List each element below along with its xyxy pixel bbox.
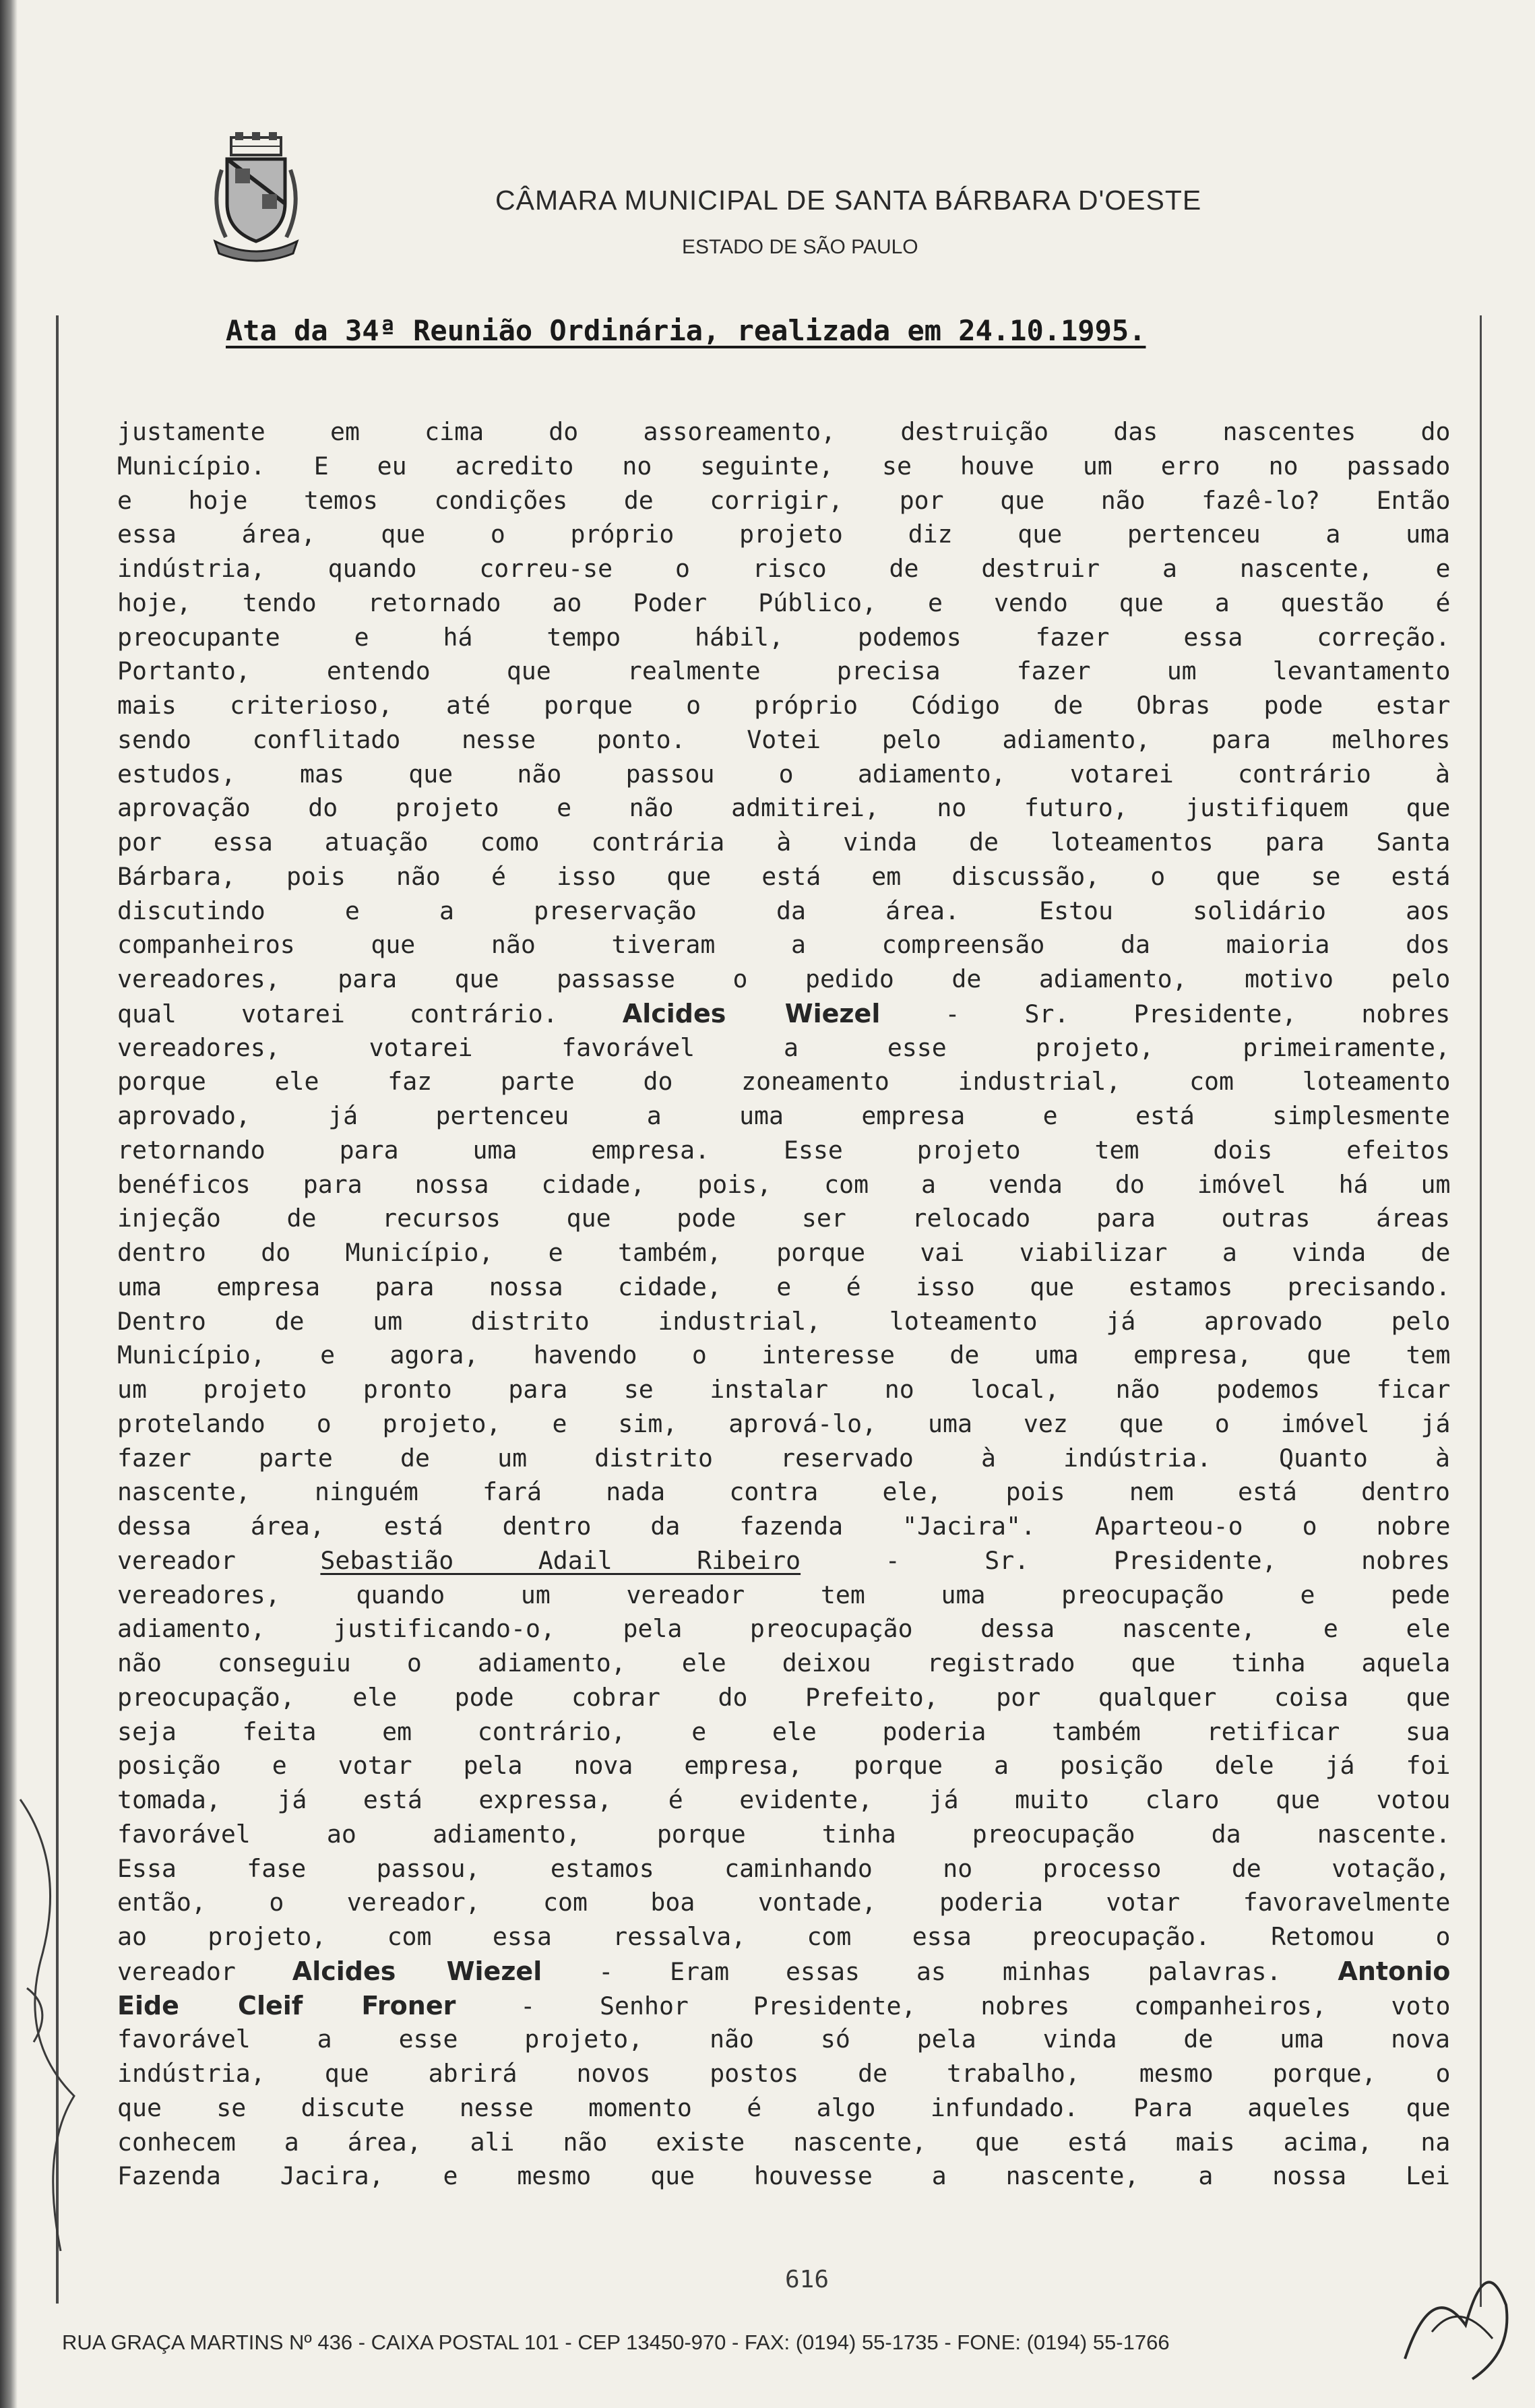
text-fragment: - Sr. Presidente, nobres [945,999,1450,1028]
text-line: Portanto, entendo que realmente precisa fazer um levantamento [117,656,1450,686]
text-line: então, o vereador, com boa vontade, poderia votar favoravelmente [117,1888,1450,1917]
speaker-name-underlined: Sebastião Adail Ribeiro [320,1545,801,1575]
text-fragment: vereador [117,1956,236,1986]
text-line: indústria, quando correu-se o risco de destruir a nascente, e [117,554,1450,583]
corner-signature [1391,2224,1526,2392]
text-line: dentro do Município, e também, porque vai viabilizar a vinda de [117,1238,1450,1267]
text-line: companheiros que não tiveram a compreensão da maioria dos [117,930,1450,960]
text-line: Município. E eu acredito no seguinte, se houve um erro no passado [117,451,1450,481]
text-line: Município, e agora, havendo o interesse de uma empresa, que tem [117,1340,1450,1370]
speaker-name: Antonio [1338,1956,1450,1986]
text-line: vereadores, para que passasse o pedido de adiamento, motivo pelo [117,964,1450,993]
text-line: sendo conflitado nesse ponto. Votei pelo adiamento, para melhores [117,724,1450,754]
text-line: nascente, ninguém fará nada contra ele, pois nem está dentro [117,1477,1450,1507]
speaker-name: Alcides Wiezel [622,998,881,1028]
text-line [117,1989,1450,2023]
text-line: por essa atuação como contrária à vinda de loteamentos para Santa [117,828,1450,857]
text-fragment: - Senhor Presidente, nobres companheiros, voto [520,1991,1450,2020]
text-fragment: - Eram essas as minhas palavras. [598,1956,1282,1986]
text-line: aprovado, já pertenceu a uma empresa e está simplesmente [117,1101,1450,1130]
text-line: que se discute nesse momento é algo infundado. Para aqueles que [117,2093,1450,2122]
text-line: e hoje temos condições de corrigir, por que não fazê-lo? Então [117,485,1450,515]
text-line: mais criterioso, até porque o próprio Código de Obras pode estar [117,691,1450,720]
right-margin-rule [1480,315,1482,2307]
text-line [117,997,1450,1031]
footer-address: RUA GRAÇA MARTINS Nº 436 - CAIXA POSTAL 101 - CEP 13450-970 - FAX: (0194) 55-1735 - FONE: (0194) 55-1766 [62,2330,1170,2354]
text-line: vereadores, votarei favorável a esse projeto, primeiramente, [117,1032,1450,1062]
page-number: 616 [785,2266,829,2293]
text-line: uma empresa para nossa cidade, e é isso que estamos precisando. [117,1272,1450,1301]
minutes-title: Ata da 34ª Reunião Ordinária, realizada em 24.10.1995. [226,314,1146,347]
binding-shadow [0,0,18,2408]
text-line: protelando o projeto, e sim, aprová-lo, uma vez que o imóvel já [117,1409,1450,1438]
text-line: adiamento, justificando-o, pela preocupação dessa nascente, e ele [117,1614,1450,1644]
institution-name: CÂMARA MUNICIPAL DE SANTA BÁRBARA D'OESTE [495,185,1202,216]
text-line: estudos, mas que não passou o adiamento, votarei contrário à [117,759,1450,789]
text-line: justamente em cima do assoreamento, destruição das nascentes do [117,417,1450,446]
municipal-coat-of-arms-icon [206,129,307,264]
text-line: indústria, que abrirá novos postos de trabalho, mesmo porque, o [117,2059,1450,2088]
text-line: Essa fase passou, estamos caminhando no processo de votação, [117,1853,1450,1883]
text-line: preocupação, ele pode cobrar do Prefeito, por qualquer coisa que [117,1682,1450,1712]
text-line: hoje, tendo retornado ao Poder Público, e vendo que a questão é [117,588,1450,617]
speaker-name: Eide Cleif Froner [117,1990,456,2020]
speaker-name: Alcides Wiezel [292,1956,542,1986]
text-line: um projeto pronto para se instalar no local, não podemos ficar [117,1375,1450,1404]
text-line: preocupante e há tempo hábil, podemos fazer essa correção. [117,622,1450,652]
text-line: não conseguiu o adiamento, ele deixou registrado que tinha aquela [117,1648,1450,1677]
left-margin-rule [56,315,59,2304]
text-line: essa área, que o próprio projeto diz que pertenceu a uma [117,520,1450,549]
text-fragment: vereador [117,1545,236,1575]
text-line: Bárbara, pois não é isso que está em discussão, o que se está [117,861,1450,891]
text-line: porque ele faz parte do zoneamento industrial, com loteamento [117,1067,1450,1097]
state-name: ESTADO DE SÃO PAULO [682,236,918,258]
text-line: dessa área, está dentro da fazenda "Jacira". Aparteou-o o nobre [117,1512,1450,1541]
text-line: conhecem a área, ali não existe nascente, que está mais acima, na [117,2127,1450,2157]
text-line: favorável ao adiamento, porque tinha preocupação da nascente. [117,1819,1450,1849]
text-line: fazer parte de um distrito reservado à indústria. Quanto à [117,1443,1450,1473]
text-line: aprovação do projeto e não admitirei, no futuro, justifiquem que [117,793,1450,823]
text-line: Fazenda Jacira, e mesmo que houvesse a nascente, a nossa Lei [117,2161,1450,2191]
text-line: favorável a esse projeto, não só pela vinda de uma nova [117,2025,1450,2054]
minutes-body [117,415,1450,2194]
text-line: retornando para uma empresa. Esse projeto tem dois efeitos [117,1135,1450,1165]
text-line [117,1544,1450,1578]
text-line: tomada, já está expressa, é evidente, já muito claro que votou [117,1785,1450,1814]
text-line: seja feita em contrário, e ele poderia também retificar sua [117,1717,1450,1746]
text-line: benéficos para nossa cidade, pois, com a venda do imóvel há um [117,1169,1450,1199]
margin-signature [13,1786,94,2258]
text-line: Dentro de um distrito industrial, loteamento já aprovado pelo [117,1306,1450,1336]
text-line: injeção de recursos que pode ser relocado para outras áreas [117,1204,1450,1233]
text-line: discutindo e a preservação da área. Estou solidário aos [117,896,1450,925]
text-line: vereadores, quando um vereador tem uma preocupação e pede [117,1580,1450,1609]
text-line: posição e votar pela nova empresa, porque a posição dele já foi [117,1751,1450,1781]
text-line: ao projeto, com essa ressalva, com essa preocupação. Retomou o [117,1922,1450,1951]
text-line [117,1954,1450,1989]
text-fragment: qual votarei contrário. [117,999,558,1028]
text-fragment: - Sr. Presidente, nobres [885,1545,1450,1575]
